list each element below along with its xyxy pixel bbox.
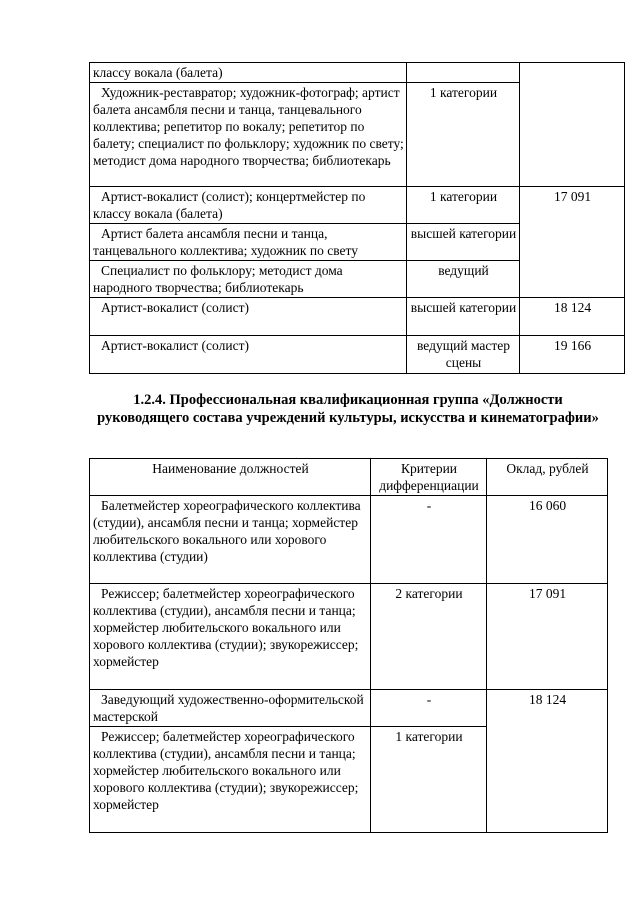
salary-cell: 16 060 <box>487 496 608 584</box>
column-header-criteria: Критерии дифференциации <box>371 459 487 496</box>
position-cell: Специалист по фольклору; методист дома народного творчества; библиотекарь <box>90 261 407 298</box>
section-title: 1.2.4. Профессиональная квалификационная группа «Должности руководящего состава учреждений культуры, искусства и кинематографии» <box>97 392 599 426</box>
table-row <box>90 336 625 374</box>
criteria-cell: 2 категории <box>371 584 487 690</box>
criteria-cell: 1 категории <box>407 83 520 187</box>
table-row <box>90 298 625 336</box>
table-row <box>90 187 625 224</box>
position-cell: Артист балета ансамбля песни и танца, танцевального коллектива; художник по свету <box>90 224 407 261</box>
salary-table <box>89 458 608 833</box>
position-cell: Балетмейстер хореографического коллектива (студии), ансамбля песни и танца; хормейстер любительского вокального или хорового коллектива (студии) <box>90 496 371 584</box>
criteria-cell: высшей категории <box>407 298 520 336</box>
criteria-cell: ведущий мастер сцены <box>407 336 520 374</box>
salary-cell: 17 091 <box>487 584 608 690</box>
salary-cell <box>520 63 625 187</box>
salary-cell: 19 166 <box>520 336 625 374</box>
column-header-name: Наименование должностей <box>90 459 371 496</box>
position-cell: Артист-вокалист (солист); концертмейстер по классу вокала (балета) <box>90 187 407 224</box>
position-cell: Артист-вокалист (солист) <box>90 336 407 374</box>
criteria-cell: 1 категории <box>407 187 520 224</box>
criteria-cell: - <box>371 690 487 727</box>
table-row <box>90 496 608 584</box>
column-header-salary: Оклад, рублей <box>487 459 608 496</box>
criteria-cell: высшей категории <box>407 224 520 261</box>
criteria-cell: - <box>371 496 487 584</box>
table-header-row <box>90 459 608 496</box>
criteria-cell <box>407 63 520 83</box>
salary-table-continued <box>89 62 625 374</box>
position-cell: Заведующий художественно-оформительской мастерской <box>90 690 371 727</box>
position-cell: классу вокала (балета) <box>90 63 407 83</box>
position-cell: Режиссер; балетмейстер хореографического коллектива (студии), ансамбля песни и танца; хормейстер любительского вокального или хорового коллектива (студии); звукорежиссер; хормейстер <box>90 584 371 690</box>
position-cell: Артист-вокалист (солист) <box>90 298 407 336</box>
table-row <box>90 63 625 83</box>
table-row <box>90 584 608 690</box>
position-cell: Художник-реставратор; художник-фотограф; артист балета ансамбля песни и танца, танцевального коллектива; репетитор по вокалу; репетитор по балету; специалист по фольклору; художник по свету; методист дома народного творчества; библиотекарь <box>90 83 407 187</box>
criteria-cell: 1 категории <box>371 727 487 833</box>
salary-cell: 18 124 <box>520 298 625 336</box>
salary-cell: 17 091 <box>520 187 625 298</box>
criteria-cell: ведущий <box>407 261 520 298</box>
salary-cell: 18 124 <box>487 690 608 833</box>
position-cell: Режиссер; балетмейстер хореографического коллектива (студии), ансамбля песни и танца; хормейстер любительского вокального или хорового коллектива (студии); звукорежиссер; хормейстер <box>90 727 371 833</box>
table-row <box>90 690 608 727</box>
